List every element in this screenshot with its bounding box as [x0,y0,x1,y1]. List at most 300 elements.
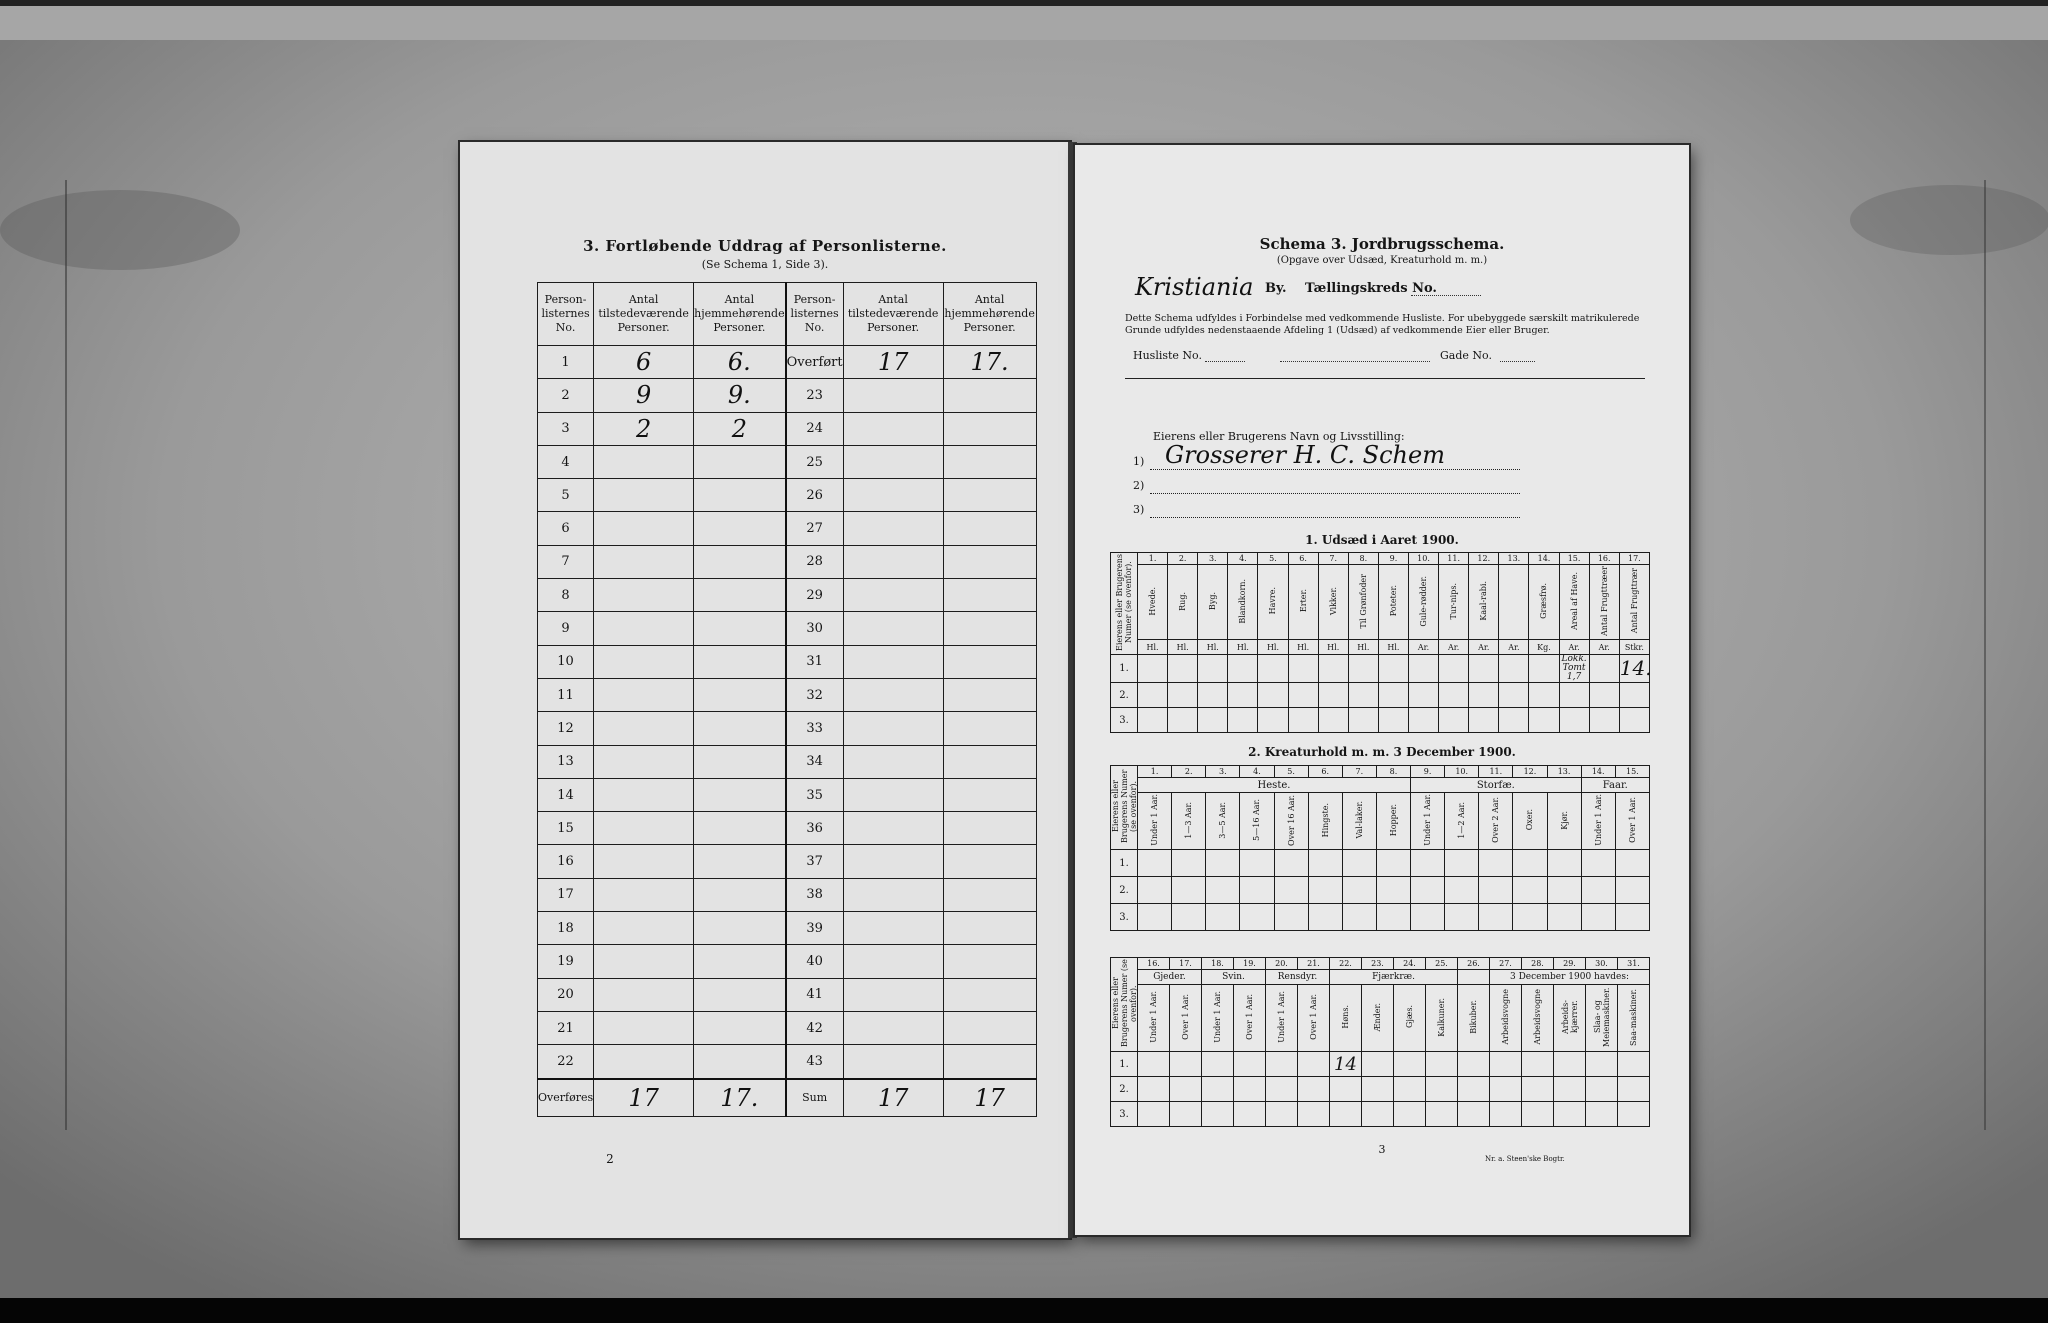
col-name [1547,793,1581,850]
present-count [594,812,694,845]
cell [1342,877,1376,904]
col-name [1615,793,1649,850]
cell [1202,1052,1234,1077]
present-count [843,678,943,711]
present-total: 17 [594,1079,694,1117]
table-row [538,479,1037,512]
resident-count [694,712,786,745]
cell [1586,1077,1618,1102]
row-label: 2. [1111,1077,1138,1102]
resident-count [943,579,1036,612]
col-name-text: Hvede. [1148,586,1158,616]
col-number: 4. [1228,553,1258,565]
cell [1394,1102,1426,1127]
row-number: 8 [538,579,594,612]
col-name-text: Vikker. [1328,586,1338,616]
row-number: 1 [538,346,594,379]
right-page [1075,145,1689,1235]
present-count [594,645,694,678]
cell [1615,904,1649,931]
table-row [538,579,1037,612]
cell [1445,904,1479,931]
present-count [594,712,694,745]
col-name-text: Under 1 Aar. [1277,991,1286,1043]
cell [1362,1052,1394,1077]
cell [1348,655,1378,683]
unit: Ar. [1499,640,1529,655]
col-name-text: Saa-maskiner. [1629,988,1638,1046]
left-page-subtitle: (Se Schema 1, Side 3). [701,258,829,271]
present-count [843,579,943,612]
present-count [843,612,943,645]
row-label: 2. [1111,683,1138,708]
resident-count: 2 [694,412,786,445]
resident-count [694,945,786,978]
present-count [594,612,694,645]
resident-count [943,778,1036,811]
col-name [1559,565,1589,640]
unit: Ar. [1559,640,1589,655]
row-label: 3. [1111,1102,1138,1127]
table-row [538,445,1037,478]
col-name [1206,793,1240,850]
cell [1469,683,1499,708]
col-name-text: Arbeidsvogne [1533,989,1542,1045]
resident-count [943,978,1036,1011]
col-name-text: Under 1 Aar. [1149,991,1158,1043]
col-name-text: Over 1 Aar. [1309,994,1318,1040]
col-number: 9. [1411,766,1445,778]
col-name-text: Rug. [1178,591,1188,611]
cell [1138,904,1172,931]
cell [1228,655,1258,683]
cell [1378,655,1408,683]
owner-label: 3) [1133,503,1145,516]
names-row [1111,793,1650,850]
printer-credit: Nr. a. Steen'ske Bogtr. [1485,1155,1565,1163]
present-count [594,1011,694,1044]
table-row [538,1045,1037,1079]
col-number: 1. [1138,553,1168,565]
cell [1426,1077,1458,1102]
section2-title: 2. Kreaturhold m. m. 3 December 1900. [1248,745,1516,759]
col-name [1408,565,1438,640]
table-row [538,745,1037,778]
col-name [1198,565,1228,640]
col-number: 14. [1529,553,1559,565]
col-name-text: Antal Frugttrær [1629,568,1639,634]
row-number: 4 [538,445,594,478]
cell [1458,1052,1490,1077]
row-number: 20 [538,978,594,1011]
page-number: 2 [606,1152,614,1166]
present-count: 17 [843,346,943,379]
cell [1172,877,1206,904]
col-name-text: Under 1 Aar. [1593,794,1603,846]
row-number: 5 [538,479,594,512]
cell [1330,1102,1362,1127]
row-number: 14 [538,778,594,811]
cell [1198,683,1228,708]
col-name-text: Oxer. [1525,809,1535,831]
row-header-text: Eierens eller Brugerens Numer (se ovenfor). [1111,959,1138,1048]
resident-count [943,645,1036,678]
col-name [1439,565,1469,640]
kreaturhold-table-2 [1110,957,1650,1127]
cell [1376,877,1410,904]
cell [1513,877,1547,904]
cell [1318,708,1348,733]
cell [1559,683,1589,708]
cell [1618,1052,1650,1077]
cell [1168,683,1198,708]
col-number: 11. [1439,553,1469,565]
instructions-text: Dette Schema udfyldes i Forbindelse med vedkommende Husliste. For ubebyggede særskilt matrikulerede Grunde udfyldes nedenstaaende Afdeling 1 (Udsæd) af vedkommende Eier eller Bruger. [1125,313,1640,336]
col-name [1499,565,1529,640]
present-count [843,479,943,512]
cell [1458,1077,1490,1102]
cell [1288,655,1318,683]
present-count [843,845,943,878]
col-number: 17. [1170,958,1202,970]
col-number: 10. [1445,766,1479,778]
row-number: 41 [786,978,844,1011]
col-name [1288,565,1318,640]
col-name-text: Kjør. [1559,810,1569,830]
col-name [1172,793,1206,850]
cell [1172,850,1206,877]
resident-count [943,445,1036,478]
cell [1234,1052,1266,1077]
cell [1266,1077,1298,1102]
row-number: 7 [538,545,594,578]
col-name-text: Blandkorn. [1238,578,1248,624]
unit: Kg. [1529,640,1559,655]
cell: Lokk. Tomt 1,7 [1559,655,1589,683]
col-name-text: Gule-rødder. [1419,575,1429,627]
col-number: 28. [1522,958,1554,970]
cell [1394,1052,1426,1077]
cell [1206,904,1240,931]
cell [1439,708,1469,733]
col-number: 7. [1342,766,1376,778]
col-name [1318,565,1348,640]
cell [1618,1077,1650,1102]
col-name-text: 1—2 Aar. [1457,801,1467,839]
table-row [538,545,1037,578]
row-number: 34 [786,745,844,778]
col-number: 13. [1499,553,1529,565]
present-count [594,545,694,578]
table-row [1111,1102,1650,1127]
present-count [843,1045,943,1079]
header-row [1111,766,1650,778]
col-name [1228,565,1258,640]
cell: 14 [1330,1052,1362,1077]
present-count [843,945,943,978]
cell [1172,904,1206,931]
group-label: 3 December 1900 havdes: [1490,970,1650,985]
cell [1445,850,1479,877]
table-row [1111,1077,1650,1102]
col-number: 30. [1586,958,1618,970]
col-name-text: Græsfrø. [1539,583,1549,619]
resident-count [943,878,1036,911]
col-header: Antal tilstedeværende Personer. [843,283,943,346]
cell [1522,1102,1554,1127]
owner-heading: Eierens eller Brugerens Navn og Livsstilling: [1153,430,1405,443]
col-name [1411,793,1445,850]
col-name [1394,985,1426,1052]
cell [1411,877,1445,904]
cell [1168,655,1198,683]
present-count [594,945,694,978]
unit: Hl. [1318,640,1348,655]
cell [1479,850,1513,877]
header-row [1111,553,1650,565]
col-header: Antal tilstedeværende Personer. [594,283,694,346]
resident-count [694,912,786,945]
col-number: 12. [1469,553,1499,565]
row-number: 23 [786,379,844,412]
col-name-text: Over 1 Aar. [1245,994,1254,1040]
cell [1376,904,1410,931]
cell [1318,683,1348,708]
col-name-text: Under 1 Aar. [1213,991,1222,1043]
col-name [1426,985,1458,1052]
col-name [1168,565,1198,640]
col-number: 19. [1234,958,1266,970]
cell [1499,683,1529,708]
unit-row [1111,640,1650,655]
col-name [1298,985,1330,1052]
unit: Ar. [1408,640,1438,655]
col-number: 29. [1554,958,1586,970]
cell [1554,1077,1586,1102]
row-number: 15 [538,812,594,845]
group-label: Fjærkræ. [1330,970,1458,985]
cell [1348,708,1378,733]
group-label: Svin. [1202,970,1266,985]
resident-count [943,845,1036,878]
col-number: 18. [1202,958,1234,970]
cell [1228,708,1258,733]
table-row [1111,877,1650,904]
resident-count [694,545,786,578]
cell [1308,850,1342,877]
row-label: 1. [1111,655,1138,683]
col-number: 3. [1198,553,1228,565]
cell [1615,877,1649,904]
cell [1234,1102,1266,1127]
cell [1138,850,1172,877]
col-name [1619,565,1649,640]
resident-count [694,1011,786,1044]
row-number: 35 [786,778,844,811]
table-row [1111,904,1650,931]
group-label: Faar. [1581,778,1649,793]
col-number: 2. [1168,553,1198,565]
col-number: 4. [1240,766,1274,778]
col-number: 9. [1378,553,1408,565]
col-number: 5. [1258,553,1288,565]
row-number: 3 [538,412,594,445]
names-row [1111,985,1650,1052]
col-name-text: Høns. [1341,1005,1350,1029]
cell [1458,1102,1490,1127]
col-number: 6. [1288,553,1318,565]
col-name-text: Havre. [1268,587,1278,615]
resident-count [943,812,1036,845]
present-count [843,912,943,945]
col-name [1378,565,1408,640]
present-count: 2 [594,412,694,445]
cell [1198,655,1228,683]
cell [1362,1102,1394,1127]
row-number: 26 [786,479,844,512]
cell [1499,708,1529,733]
col-header: Person-listernes No. [538,283,594,346]
col-name-text: Over 16 Aar. [1286,794,1296,846]
unit: Hl. [1288,640,1318,655]
cell [1298,1077,1330,1102]
row-number: 32 [786,678,844,711]
resident-count [694,579,786,612]
cell [1469,655,1499,683]
cell [1554,1102,1586,1127]
resident-count [943,1045,1036,1079]
col-name-text: Erter. [1298,589,1308,613]
cell [1529,683,1559,708]
present-count [594,878,694,911]
col-number: 11. [1479,766,1513,778]
row-header [1111,766,1138,850]
cell [1168,708,1198,733]
cell [1499,655,1529,683]
cell [1342,904,1376,931]
col-name-text: Arbeids-kjærrer. [1560,1000,1579,1034]
cell [1240,850,1274,877]
col-name [1348,565,1378,640]
owner-name: Grosserer H. C. Schem [1165,441,1445,469]
col-number: 26. [1458,958,1490,970]
row-number: 18 [538,912,594,945]
owner-label: 2) [1133,479,1145,492]
col-name-text: Hopper. [1388,803,1398,837]
present-total: 17 [843,1079,943,1117]
resident-count [694,678,786,711]
resident-count [943,678,1036,711]
cell [1288,683,1318,708]
present-count [594,445,694,478]
row-header-text: Eierens eller Brugerens Numer (se ovenfor). [1115,554,1133,651]
col-name-text: Antal Frugttræer [1599,566,1609,636]
cell [1394,1077,1426,1102]
col-name-text: Poteter. [1388,585,1398,617]
cell [1547,877,1581,904]
table-row [538,945,1037,978]
cell [1240,904,1274,931]
col-name [1138,793,1172,850]
cell [1138,1052,1170,1077]
table-row [538,346,1037,379]
row-number: 28 [786,545,844,578]
cell [1170,1102,1202,1127]
col-number: 1. [1138,766,1172,778]
cell [1408,655,1438,683]
cell [1411,904,1445,931]
cell [1202,1077,1234,1102]
footer-label: Sum [786,1079,844,1117]
col-number: 15. [1559,553,1589,565]
table-row [1111,850,1650,877]
col-name-text: Over 2 Aar. [1491,797,1501,843]
row-number: 37 [786,845,844,878]
col-name [1330,985,1362,1052]
resident-count [694,512,786,545]
unit: Ar. [1439,640,1469,655]
group-label: Rensdyr. [1266,970,1330,985]
table-row [538,778,1037,811]
col-name [1618,985,1650,1052]
cell [1266,1052,1298,1077]
cell [1581,850,1615,877]
col-number: 16. [1138,958,1170,970]
group-label: Storfæ. [1411,778,1582,793]
col-name-text: Ænder. [1373,1002,1382,1032]
owner-label: 1) [1133,455,1145,468]
col-number: 23. [1362,958,1394,970]
cell [1170,1077,1202,1102]
col-name-text: Til Grønfoder [1358,573,1368,629]
cell [1581,877,1615,904]
present-count [843,445,943,478]
present-count [843,379,943,412]
row-number: 13 [538,745,594,778]
cell [1490,1052,1522,1077]
cell [1330,1077,1362,1102]
present-count [843,812,943,845]
col-number: 31. [1618,958,1650,970]
resident-count [943,379,1036,412]
cell [1581,904,1615,931]
present-count [843,712,943,745]
present-count [594,912,694,945]
col-name-text: Val-laker. [1354,801,1364,839]
cell [1234,1077,1266,1102]
table-row [538,912,1037,945]
cell [1138,655,1168,683]
unit: Ar. [1469,640,1499,655]
col-name-text: 3—5 Aar. [1218,801,1228,839]
table-row [538,1011,1037,1044]
col-number: 25. [1426,958,1458,970]
kreds-label: Tællingskreds No. [1305,281,1437,296]
col-number: 14. [1581,766,1615,778]
row-number: 39 [786,912,844,945]
unit: Stkr. [1619,640,1649,655]
col-name [1529,565,1559,640]
cell [1547,850,1581,877]
husliste-label: Husliste No. [1133,349,1202,362]
cell [1138,1102,1170,1127]
page-number: 3 [1378,1143,1386,1156]
udsaed-table [1110,552,1650,733]
row-number: Overført [786,346,844,379]
col-name-text: Byg. [1208,591,1218,611]
resident-count: 17. [943,346,1036,379]
present-count [843,412,943,445]
